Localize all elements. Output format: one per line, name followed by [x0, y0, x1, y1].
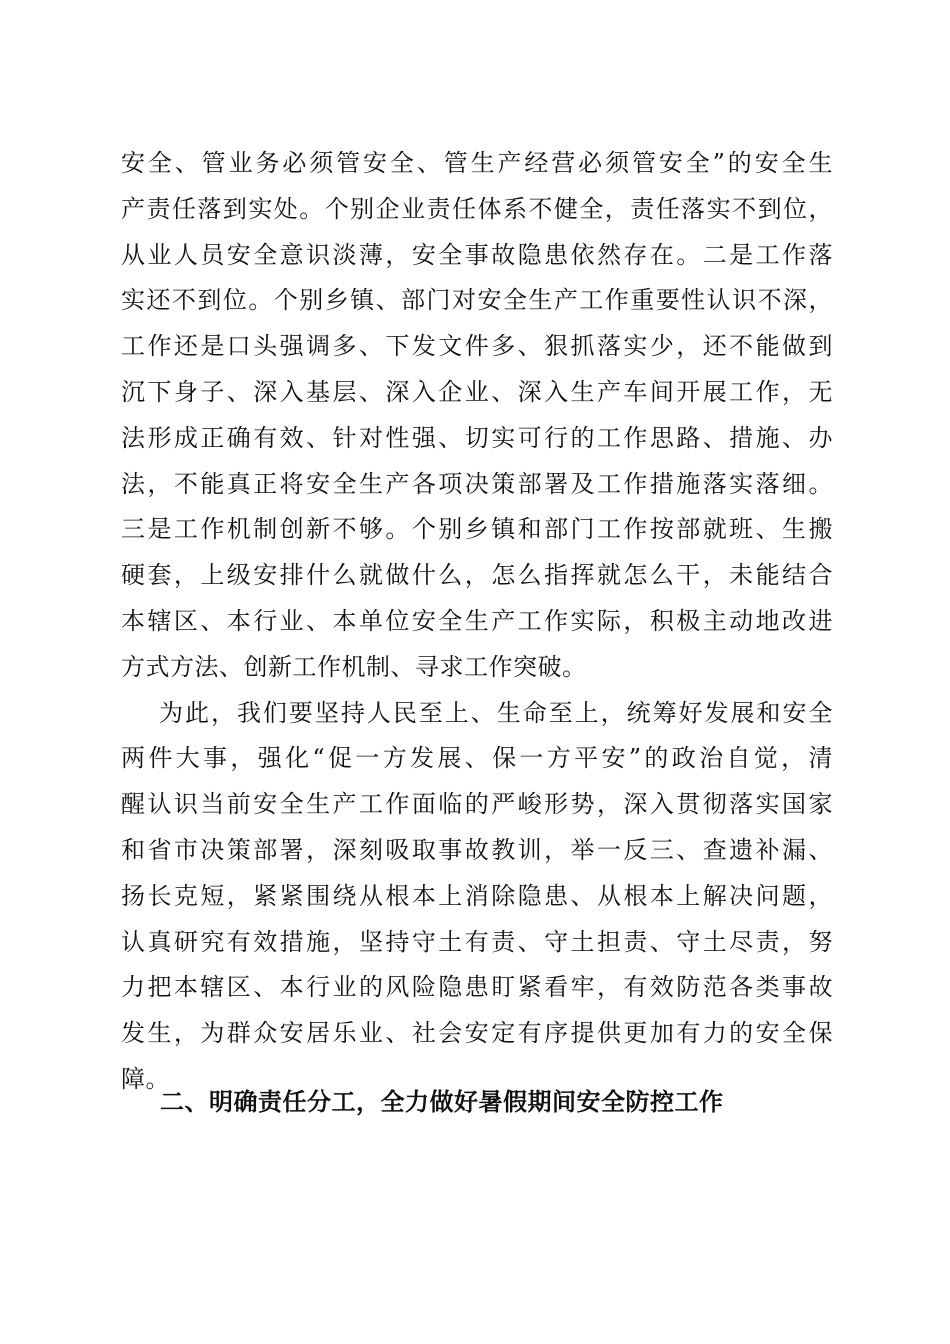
paragraph-line: 产责任落到实处。个别企业责任体系不健全，责任落实不到位， [121, 194, 833, 223]
paragraph-line: 本辖区、本行业、本单位安全生产工作实际，积极主动地改进 [121, 606, 833, 635]
paragraph-1 [121, 141, 833, 691]
section-heading: 二、明确责任分工，全力做好暑假期间安全防控工作 [160, 1088, 724, 1116]
paragraph-line: 醒认识当前安全生产工作面临的严峻形势，深入贯彻落实国家 [121, 790, 833, 819]
paragraph-line: 障。 [121, 1064, 170, 1093]
paragraph-line: 法，不能真正将安全生产各项决策部署及工作措施落实落细。 [121, 469, 833, 498]
paragraph-line: 法形成正确有效、针对性强、切实可行的工作思路、措施、办 [121, 423, 833, 452]
paragraph-line: 从业人员安全意识淡薄，安全事故隐患依然存在。二是工作落 [121, 240, 833, 269]
paragraph-line: 为此，我们要坚持人民至上、生命至上，统筹好发展和安全 [159, 698, 833, 727]
paragraph-line: 实还不到位。个别乡镇、部门对安全生产工作重要性认识不深， [121, 286, 833, 315]
paragraph-line: 沉下身子、深入基层、深入企业、深入生产车间开展工作，无 [121, 377, 833, 406]
paragraph-line: 方式方法、创新工作机制、寻求工作突破。 [121, 652, 587, 681]
paragraph-line: 两件大事，强化“促一方发展、保一方平安”的政治自觉，清 [121, 744, 833, 773]
paragraph-line: 和省市决策部署，深刻吸取事故教训，举一反三、查遗补漏、 [121, 835, 833, 864]
paragraph-line: 力把本辖区、本行业的风险隐患盯紧看牢，有效防范各类事故 [121, 973, 833, 1002]
paragraph-line: 工作还是口头强调多、下发文件多、狠抓落实少，还不能做到 [121, 332, 833, 361]
paragraph-line: 认真研究有效措施，坚持守土有责、守土担责、守土尽责，努 [121, 927, 833, 956]
body-text [121, 141, 833, 1103]
paragraph-line: 发生，为群众安居乐业、社会安定有序提供更加有力的安全保 [121, 1019, 833, 1048]
paragraph-line: 安全、管业务必须管安全、管生产经营必须管安全”的安全生 [121, 149, 833, 177]
paragraph-line: 三是工作机制创新不够。个别乡镇和部门工作按部就班、生搬 [121, 515, 833, 544]
paragraph-2 [121, 691, 833, 1103]
paragraph-line: 扬长克短，紧紧围绕从根本上消除隐患、从根本上解决问题， [121, 881, 833, 910]
paragraph-line: 硬套，上级安排什么就做什么，怎么指挥就怎么干，未能结合 [121, 561, 833, 590]
